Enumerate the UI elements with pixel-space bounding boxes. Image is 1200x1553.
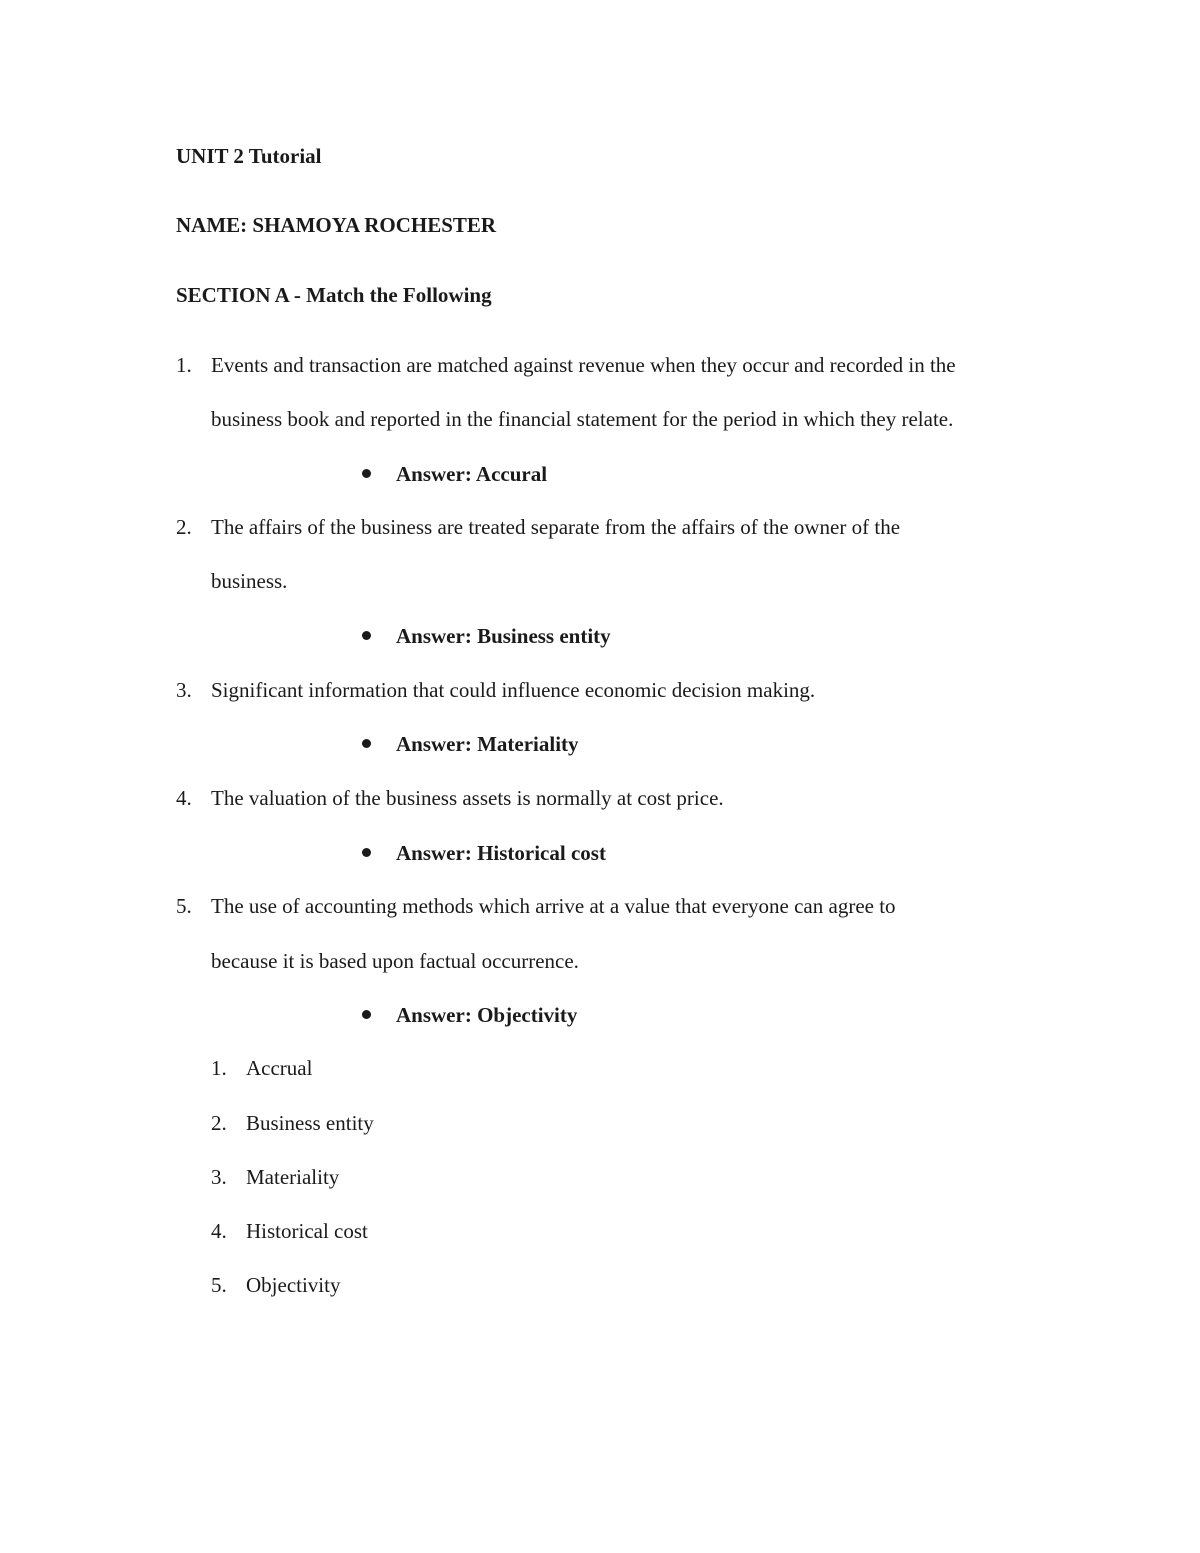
bullet-icon — [362, 1010, 371, 1019]
question-text-line: The valuation of the business assets is normally at cost price. — [211, 786, 724, 810]
option-number: 4. — [211, 1219, 227, 1243]
question-number: 3. — [176, 678, 192, 702]
student-name: NAME: SHAMOYA ROCHESTER — [176, 213, 497, 237]
option-label: Materiality — [246, 1165, 340, 1189]
section-heading: SECTION A - Match the Following — [176, 283, 492, 307]
question-text-line: because it is based upon factual occurrence. — [211, 949, 579, 973]
option-label: Objectivity — [246, 1273, 341, 1297]
bullet-icon — [362, 631, 371, 640]
question-number: 2. — [176, 515, 192, 539]
answer-text: Answer: Accural — [396, 462, 548, 486]
bullet-icon — [362, 848, 371, 857]
option-number: 5. — [211, 1273, 227, 1297]
question-text-line: Significant information that could influence economic decision making. — [211, 678, 816, 702]
option-label: Historical cost — [246, 1219, 368, 1243]
answer-text: Answer: Objectivity — [396, 1003, 578, 1027]
option-number: 3. — [211, 1165, 227, 1189]
option-number: 2. — [211, 1111, 227, 1135]
question-text-line: Events and transaction are matched against revenue when they occur and recorded in the — [211, 353, 956, 377]
question-text-line: business book and reported in the financial statement for the period in which they relate. — [211, 407, 954, 431]
option-number: 1. — [211, 1056, 227, 1080]
question-number: 1. — [176, 353, 192, 377]
question-text-line: The use of accounting methods which arrive at a value that everyone can agree to — [211, 894, 896, 918]
document-title: UNIT 2 Tutorial — [176, 144, 322, 168]
option-label: Accrual — [246, 1056, 313, 1080]
question-number: 4. — [176, 786, 192, 810]
answer-text: Answer: Business entity — [396, 624, 611, 648]
answer-text: Answer: Materiality — [396, 732, 579, 756]
bullet-icon — [362, 739, 371, 748]
question-number: 5. — [176, 894, 192, 918]
question-text-line: business. — [211, 569, 288, 593]
option-label: Business entity — [246, 1111, 374, 1135]
question-text-line: The affairs of the business are treated separate from the affairs of the owner of the — [211, 515, 901, 539]
bullet-icon — [362, 469, 371, 478]
answer-text: Answer: Historical cost — [396, 841, 606, 865]
